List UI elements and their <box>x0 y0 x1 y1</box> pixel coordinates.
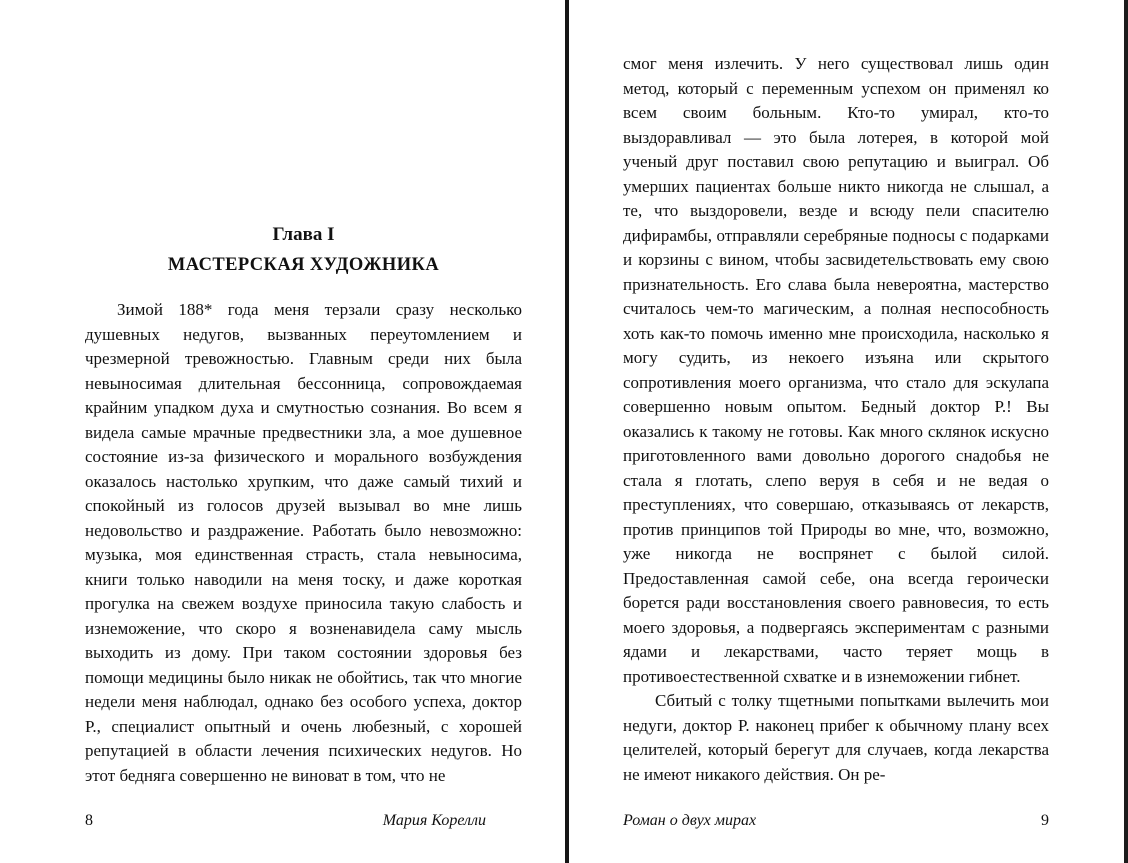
page-right-footer <box>623 811 1049 831</box>
running-title-book: Роман о двух мирах <box>623 812 757 829</box>
page-right-content <box>623 52 1049 787</box>
page-right <box>569 0 1124 863</box>
paragraph: Сбитый с толку тщетными попытками вылечить мои недуги, доктор Р. наконец прибег к обычному плану всех целителей, который берегут для случаев, когда лекарства не имеют никакого действия. Он ре- <box>623 691 1049 784</box>
page-number-left: 8 <box>85 812 93 829</box>
page-number-right: 9 <box>1041 812 1049 829</box>
paragraph: Зимой 188* года меня терзали сразу несколько душевных недугов, вызванных переутомлением и чрезмерной тревожностью. Главным среди них была невыносимая длительная бессонница, сопровождаемая крайним упадком духа и смутностью сознания. Во всем я видела самые мрачные предвестники зла, а мое душевное состояние из-за физического и морального возбуждения оказалось настолько хрупким, что даже самый тихий и спокойный из голосов друзей вызывал во мне лишь недовольство и раздражение. Работать было невозможно: музыка, моя единственная страсть, стала невыносима, книги только наводили на меня тоску, и даже короткая прогулка на свежем воздухе приносила такую слабость и изнеможение, что скоро я возненавидела саму мысль выходить из дому. При таком состоянии здоровья без помощи медицины было никак не обойтись, так что многие недели меня наблюдал, однако без особого успеха, доктор Р., специалист опытный и очень любезный, с хорошей репутацией в области лечения психических недугов. Но этот бедняга совершенно не виноват в том, что не <box>85 300 522 785</box>
paragraph: смог меня излечить. У него существовал лишь один метод, который с переменным успехом он применял ко всем своим больным. Кто-то умирал, кто-то выздоравливал — это была лотерея, в которой мой ученый друг поставил свою репутацию и выиграл. Об умерших пациентах больше никто никогда не слышал, а те, что выздоровели, везде и всюду пели спасителю дифирамбы, отправляли серебряные подносы с подарками и корзины с вином, чтобы засвидетельствовать ему свою признательность. Его слава была невероятна, мастерство считалось чем-то магическим, а полная неспособность хоть как-то помочь именно мне происходила, насколько я могу судить, из некоего изъяна или скрытого сопротивления моего организма, что стало для эскулапа совершенно новым опытом. Бедный доктор Р.! Вы оказались к такому не готовы. Как много склянок искусно приготовленного вами довольно дорогого снадобья не стала я глотать, слепо веруя в себя и не ведая о преступлениях, что совершаю, отказываясь от лекарств, против принципов той Природы во мне, что, возможно, уже никогда не воспрянет с былой силой. Предоставленная самой себе, она всегда героически борется ради восстановления своего равновесия, то есть моего здоровья, а подвергаясь экспериментам с разными ядами и лекарствами, часто теряет мощь в противоестественной схватке и в изнеможении гибнет. <box>623 54 1049 686</box>
chapter-title: МАСТЕРСКАЯ ХУДОЖНИКА <box>167 255 440 275</box>
page-left-footer <box>85 811 522 831</box>
page-edge <box>1124 0 1128 863</box>
page-left-content <box>85 0 522 788</box>
running-title-author: Мария Корелли <box>382 812 486 829</box>
chapter-heading: Глава I <box>272 224 335 245</box>
